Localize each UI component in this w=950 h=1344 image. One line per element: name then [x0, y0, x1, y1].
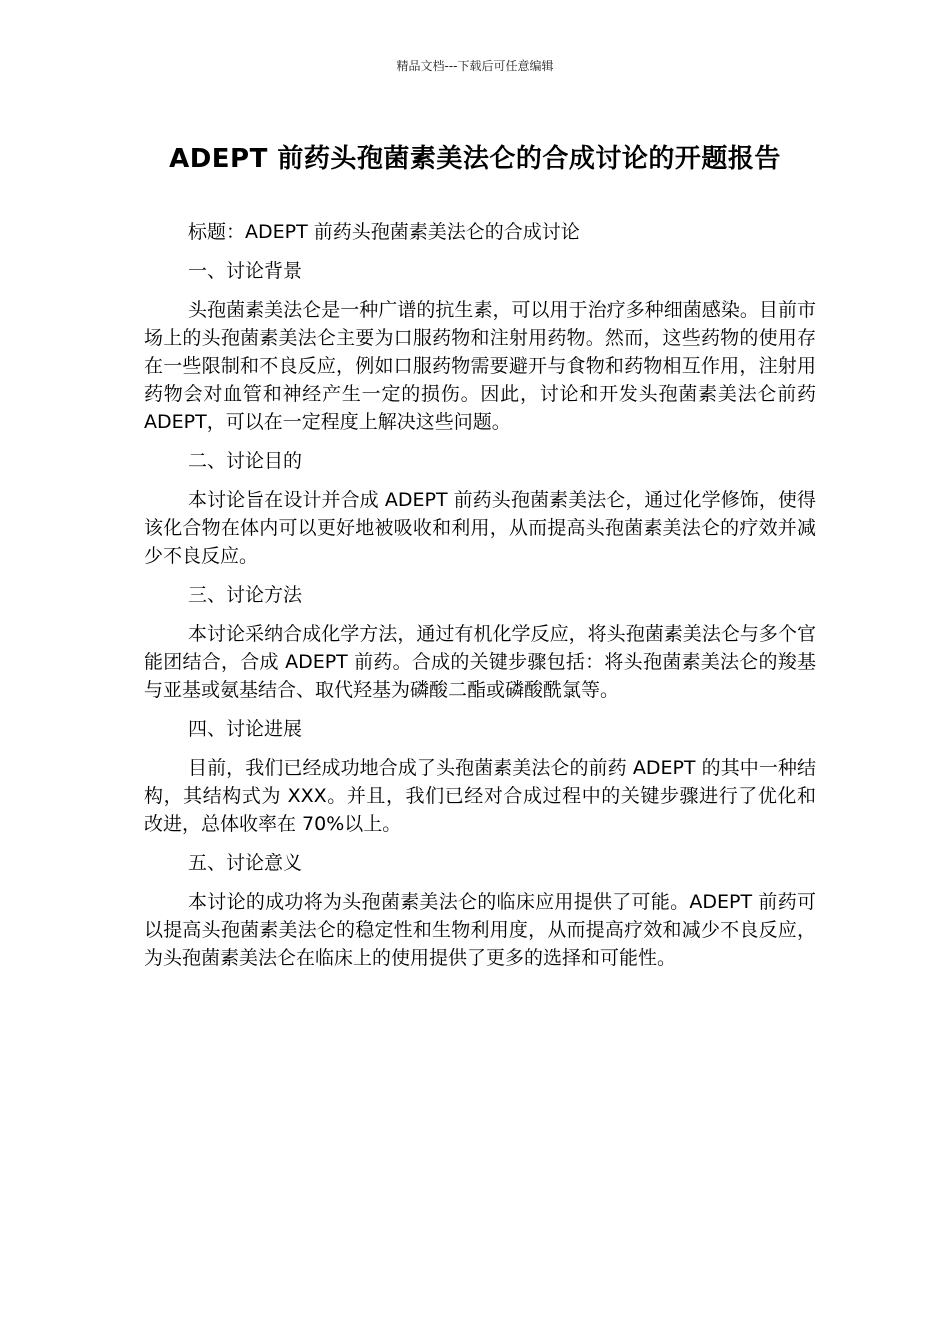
section-body-purpose: 本讨论旨在设计并合成 ADEPT 前药头孢菌素美法仑，通过化学修饰，使得该化合物在体内可以更好地被吸收和利用，从而提高头孢菌素美法仑的疗效并减少不良反应。 [144, 489, 816, 567]
document-title: ADEPT 前药头孢菌素美法仑的合成讨论的开题报告 [169, 144, 781, 174]
section-body-method: 本讨论采纳合成化学方法，通过有机化学反应，将头孢菌素美法仑与多个官能团结合，合成 ADEPT 前药。合成的关键步骤包括：将头孢菌素美法仑的羧基与亚基或氨基结合、取代羟基为磷酸二酯或磷酸酰氯等。 [144, 623, 816, 701]
section-heading-significance: 五、讨论意义 [188, 852, 303, 874]
section-body-progress: 目前，我们已经成功地合成了头孢菌素美法仑的前药 ADEPT 的其中一种结构，其结构式为 XXX。并且，我们已经对合成过程中的关键步骤进行了优化和改进，总体收率在 70%以上。 [144, 757, 816, 835]
section-heading-background: 一、讨论背景 [188, 260, 303, 282]
section-heading-purpose: 二、讨论目的 [188, 450, 303, 472]
section-heading-progress: 四、讨论进展 [188, 718, 303, 740]
subject-line: 标题：ADEPT 前药头孢菌素美法仑的合成讨论 [188, 221, 580, 243]
section-heading-method: 三、讨论方法 [188, 584, 303, 606]
section-body-significance: 本讨论的成功将为头孢菌素美法仑的临床应用提供了可能。ADEPT 前药可以提高头孢菌素美法仑的稳定性和生物利用度，从而提高疗效和减少不良反应，为头孢菌素美法仑在临床上的使用提供了更多的选择和可能性。 [144, 891, 816, 969]
document-body [144, 218, 816, 983]
section-body-background: 头孢菌素美法仑是一种广谱的抗生素，可以用于治疗多种细菌感染。目前市场上的头孢菌素美法仑主要为口服药物和注射用药物。然而，这些药物的使用存在一些限制和不良反应，例如口服药物需要避开与食物和药物相互作用，注射用药物会对血管和神经产生一定的损伤。因此，讨论和开发头孢菌素美法仑前药 ADEPT，可以在一定程度上解决这些问题。 [144, 299, 816, 433]
header-note: 精品文档---下载后可任意编辑 [396, 59, 554, 73]
